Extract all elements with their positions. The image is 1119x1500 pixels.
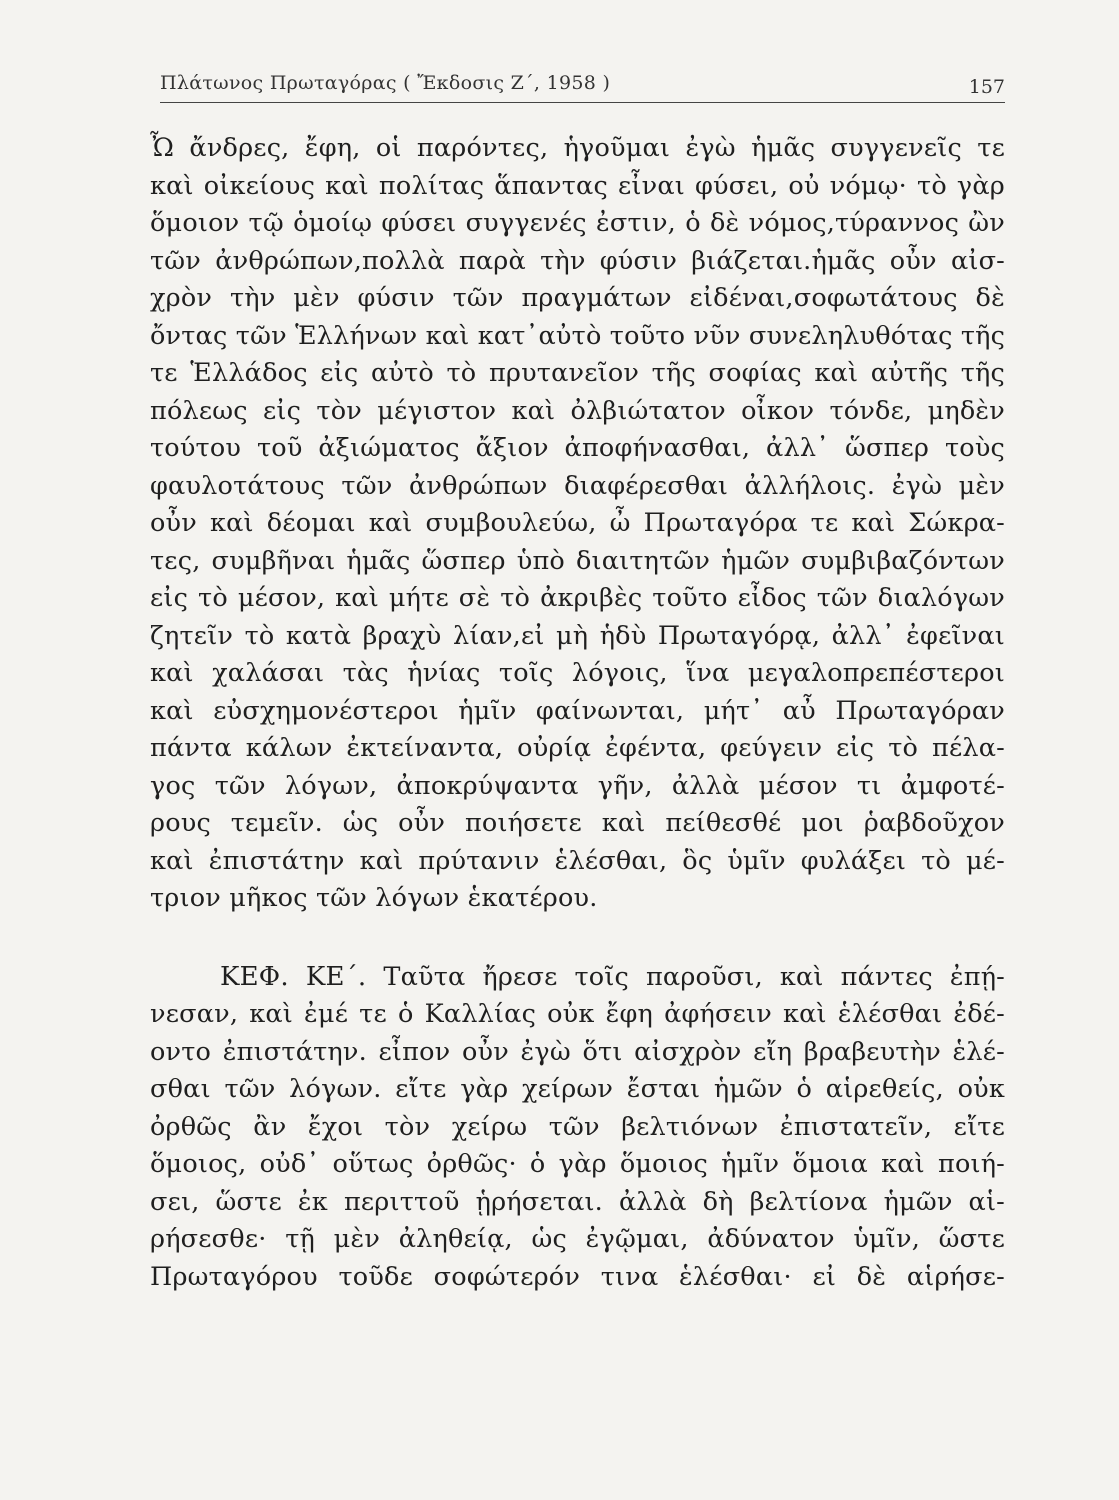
text-line: οὖν καὶ δέομαι καὶ συμβουλεύω, ὦ Πρωταγόρα τε καὶ Σώκρα- [150, 508, 1005, 538]
paragraph-2 [150, 959, 1005, 1297]
text-line: ρους τεμεῖν. ὡς οὖν ποιήσετε καὶ πείθεσθέ μοι ῥαβδοῦχον [150, 808, 1005, 838]
text-line: καὶ εὐσχημονέστεροι ἡμῖν φαίνωνται, μήτ᾽ αὖ Πρωταγόραν [150, 695, 1005, 726]
text-line: καὶ ἐπιστάτην καὶ πρύτανιν ἑλέσθαι, ὃς ὑμῖν φυλάξει τὸ μέ- [150, 845, 1005, 876]
page-header [160, 70, 1005, 103]
text-line: Πρωταγόρου τοῦδε σοφώτερόν τινα ἑλέσθαι· εἰ δὲ αἱρήσε- [150, 1261, 1005, 1292]
text-line: Ὦ ἄνδρες, ἔφη, οἱ παρόντες, ἡγοῦμαι ἐγὼ ἡμᾶς συγγενεῖς τε [150, 133, 1005, 163]
text-run: Ταῦτα ἤρεσε τοῖς παροῦσι, καὶ πάντες ἐπῄ- [366, 961, 1005, 992]
text-line: πόλεως εἰς τὸν μέγιστον καὶ ὀλβιώτατον οἶκον τόνδε, μηδὲν [150, 395, 1005, 426]
text-line: ζητεῖν τὸ κατὰ βραχὺ λίαν,εἰ μὴ ἡδὺ Πρωταγόρᾳ, ἀλλ᾽ ἐφεῖναι [150, 620, 1005, 651]
text-line: σθαι τῶν λόγων. εἴτε γὰρ χείρων ἔσται ἡμῶν ὁ αἱρεθείς, οὐκ [150, 1074, 1005, 1104]
text-line: χρὸν τὴν μὲν φύσιν τῶν πραγμάτων εἰδέναι,σοφωτάτους δὲ [150, 283, 1005, 313]
chapter-first-line [150, 959, 1005, 997]
text-line: τῶν ἀνθρώπων,πολλὰ παρὰ τὴν φύσιν βιάζεται.ἡμᾶς οὖν αἰσ- [150, 245, 1005, 276]
text-line: ὄντας τῶν Ἑλλήνων καὶ κατ᾽αὐτὸ τοῦτο νῦν συνεληλυθότας τῆς [150, 320, 1006, 351]
paragraph-1 [150, 130, 1005, 918]
text-line: ὀρθῶς ἂν ἔχοι τὸν χείρω τῶν βελτιόνων ἐπιστατεῖν, εἴτε [150, 1111, 1005, 1142]
text-line: τριον μῆκος τῶν λόγων ἑκατέρου. [150, 883, 598, 913]
text-line: οντο ἐπιστάτην. εἶπον οὖν ἐγὼ ὅτι αἰσχρὸν εἴη βραβευτὴν ἑλέ- [150, 1036, 1005, 1067]
text-line: εἰς τὸ μέσον, καὶ μήτε σὲ τὸ ἀκριβὲς τοῦτο εἶδος τῶν διαλόγων [150, 583, 1005, 613]
text-line: φαυλοτάτους τῶν ἀνθρώπων διαφέρεσθαι ἀλλήλοις. ἐγὼ μὲν [150, 470, 1005, 501]
chapter-heading: ΚΕΦ. ΚΕ΄. [220, 961, 367, 992]
text-line: γος τῶν λόγων, ἀποκρύψαντα γῆν, ἀλλὰ μέσον τι ἀμφοτέ- [150, 770, 1005, 801]
text-line: ρήσεσθε· τῇ μὲν ἀληθείᾳ, ὡς ἐγῷμαι, ἀδύνατον ὑμῖν, ὥστε [150, 1224, 1005, 1254]
paragraph-gap [150, 918, 1005, 959]
text-line: καὶ χαλάσαι τὰς ἡνίας τοῖς λόγοις, ἵνα μεγαλοπρεπέστεροι [150, 658, 1005, 688]
page-number: 157 [968, 76, 1005, 98]
running-title: Πλάτωνος Πρωταγόρας ( Ἔκδοσις Ζ΄, 1958 ) [160, 72, 611, 94]
text-line: ὅμοιος, οὐδ᾽ οὕτως ὀρθῶς· ὁ γὰρ ὅμοιος ἡμῖν ὅμοια καὶ ποιή- [150, 1149, 1005, 1179]
text-line: τες, συμβῆναι ἡμᾶς ὥσπερ ὑπὸ διαιτητῶν ἡμῶν συμβιβαζόντων [150, 545, 1005, 576]
body-text [150, 130, 1005, 1296]
text-line: σει, ὥστε ἐκ περιττοῦ ᾑρήσεται. ἀλλὰ δὴ βελτίονα ἡμῶν αἱ- [150, 1186, 1005, 1217]
text-line: πάντα κάλων ἐκτείναντα, οὐρίᾳ ἐφέντα, φεύγειν εἰς τὸ πέλα- [150, 733, 1005, 763]
text-line: τε Ἑλλάδος εἰς αὐτὸ τὸ πρυτανεῖον τῆς σοφίας καὶ αὐτῆς τῆς [150, 358, 1005, 388]
text-line: νεσαν, καὶ ἐμέ τε ὁ Καλλίας οὐκ ἔφη ἀφήσειν καὶ ἑλέσθαι ἐδέ- [150, 999, 1005, 1029]
text-line: ὅμοιον τῷ ὁμοίῳ φύσει συγγενές ἐστιν, ὁ δὲ νόμος,τύραννος ὢν [150, 208, 1005, 238]
text-line: καὶ οἰκείους καὶ πολίτας ἅπαντας εἶναι φύσει, οὐ νόμῳ· τὸ γὰρ [150, 170, 1005, 201]
text-line: τούτου τοῦ ἀξιώματος ἄξιον ἀποφήνασθαι, ἀλλ᾽ ὥσπερ τοὺς [150, 433, 1005, 463]
